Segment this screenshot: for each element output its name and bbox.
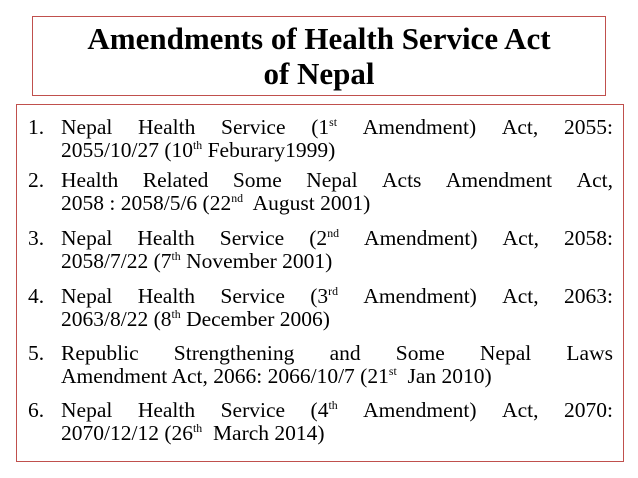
word: Health [137,226,195,250]
item-line-2: 2058 : 2058/5/6 (22nd August 2001) [61,191,371,215]
word: Amendment) [364,226,478,250]
word: and [329,341,361,365]
word: Nepal [479,341,532,365]
word: Amendment) [362,115,477,139]
item-line-2: 2063/8/22 (8th December 2006) [61,307,330,331]
word: Health [61,168,119,192]
word: Service [220,398,286,422]
item-line-2: 2055/10/27 (10th Feburary1999) [61,138,336,162]
word: 2070: [563,398,613,422]
item-line-2: 2070/12/12 (26th March 2014) [61,421,325,445]
item-number: 2. [28,168,45,192]
item-number: 4. [28,284,45,308]
word: Health [137,398,196,422]
item-line-2: Amendment Act, 2066: 2066/10/7 (21st Jan 2010) [61,364,492,388]
page-title-line-2: of Nepal [263,56,375,91]
word: Act, [576,168,613,192]
word: Act, [502,284,539,308]
word: Health [138,115,196,139]
item-number: 6. [28,398,45,422]
word: Health [137,284,196,308]
word: Amendment [445,168,553,192]
item-line-1 [61,169,613,192]
item-number: 3. [28,226,45,250]
word: Nepal [61,398,113,422]
word: Nepal [306,168,358,192]
amendments-list-box [16,104,624,462]
item-line-2: 2058/7/22 (7th November 2001) [61,249,333,273]
word: Act, [501,115,539,139]
word: 2058: [564,226,613,250]
title-box [32,16,606,96]
word: Laws [566,341,613,365]
item-number: 1. [28,115,45,139]
item-line-1 [61,399,613,422]
word: Amendment) [363,398,477,422]
word: Nepal [61,115,113,139]
word: (4th [310,398,338,422]
word: 2055: [563,115,613,139]
word: Strengthening [173,341,295,365]
word: Some [232,168,282,192]
word: Nepal [61,226,113,250]
page-title-line-1: Amendments of Health Service Act [87,21,551,56]
word: 2063: [564,284,613,308]
item-line-1 [61,227,613,250]
word: Act, [502,226,539,250]
word: Some [395,341,445,365]
word: (2nd [309,226,339,250]
word: Republic [61,341,139,365]
word: Related [142,168,209,192]
word: Service [219,226,285,250]
item-line-1 [61,342,613,365]
item-line-1 [61,285,613,308]
word: Amendment) [363,284,477,308]
word: Acts [382,168,422,192]
word: (3rd [310,284,339,308]
item-line-1 [61,116,613,139]
item-number: 5. [28,341,45,365]
word: Service [221,115,286,139]
word: (1st [311,115,337,139]
word: Nepal [61,284,113,308]
word: Act, [502,398,539,422]
word: Service [220,284,285,308]
